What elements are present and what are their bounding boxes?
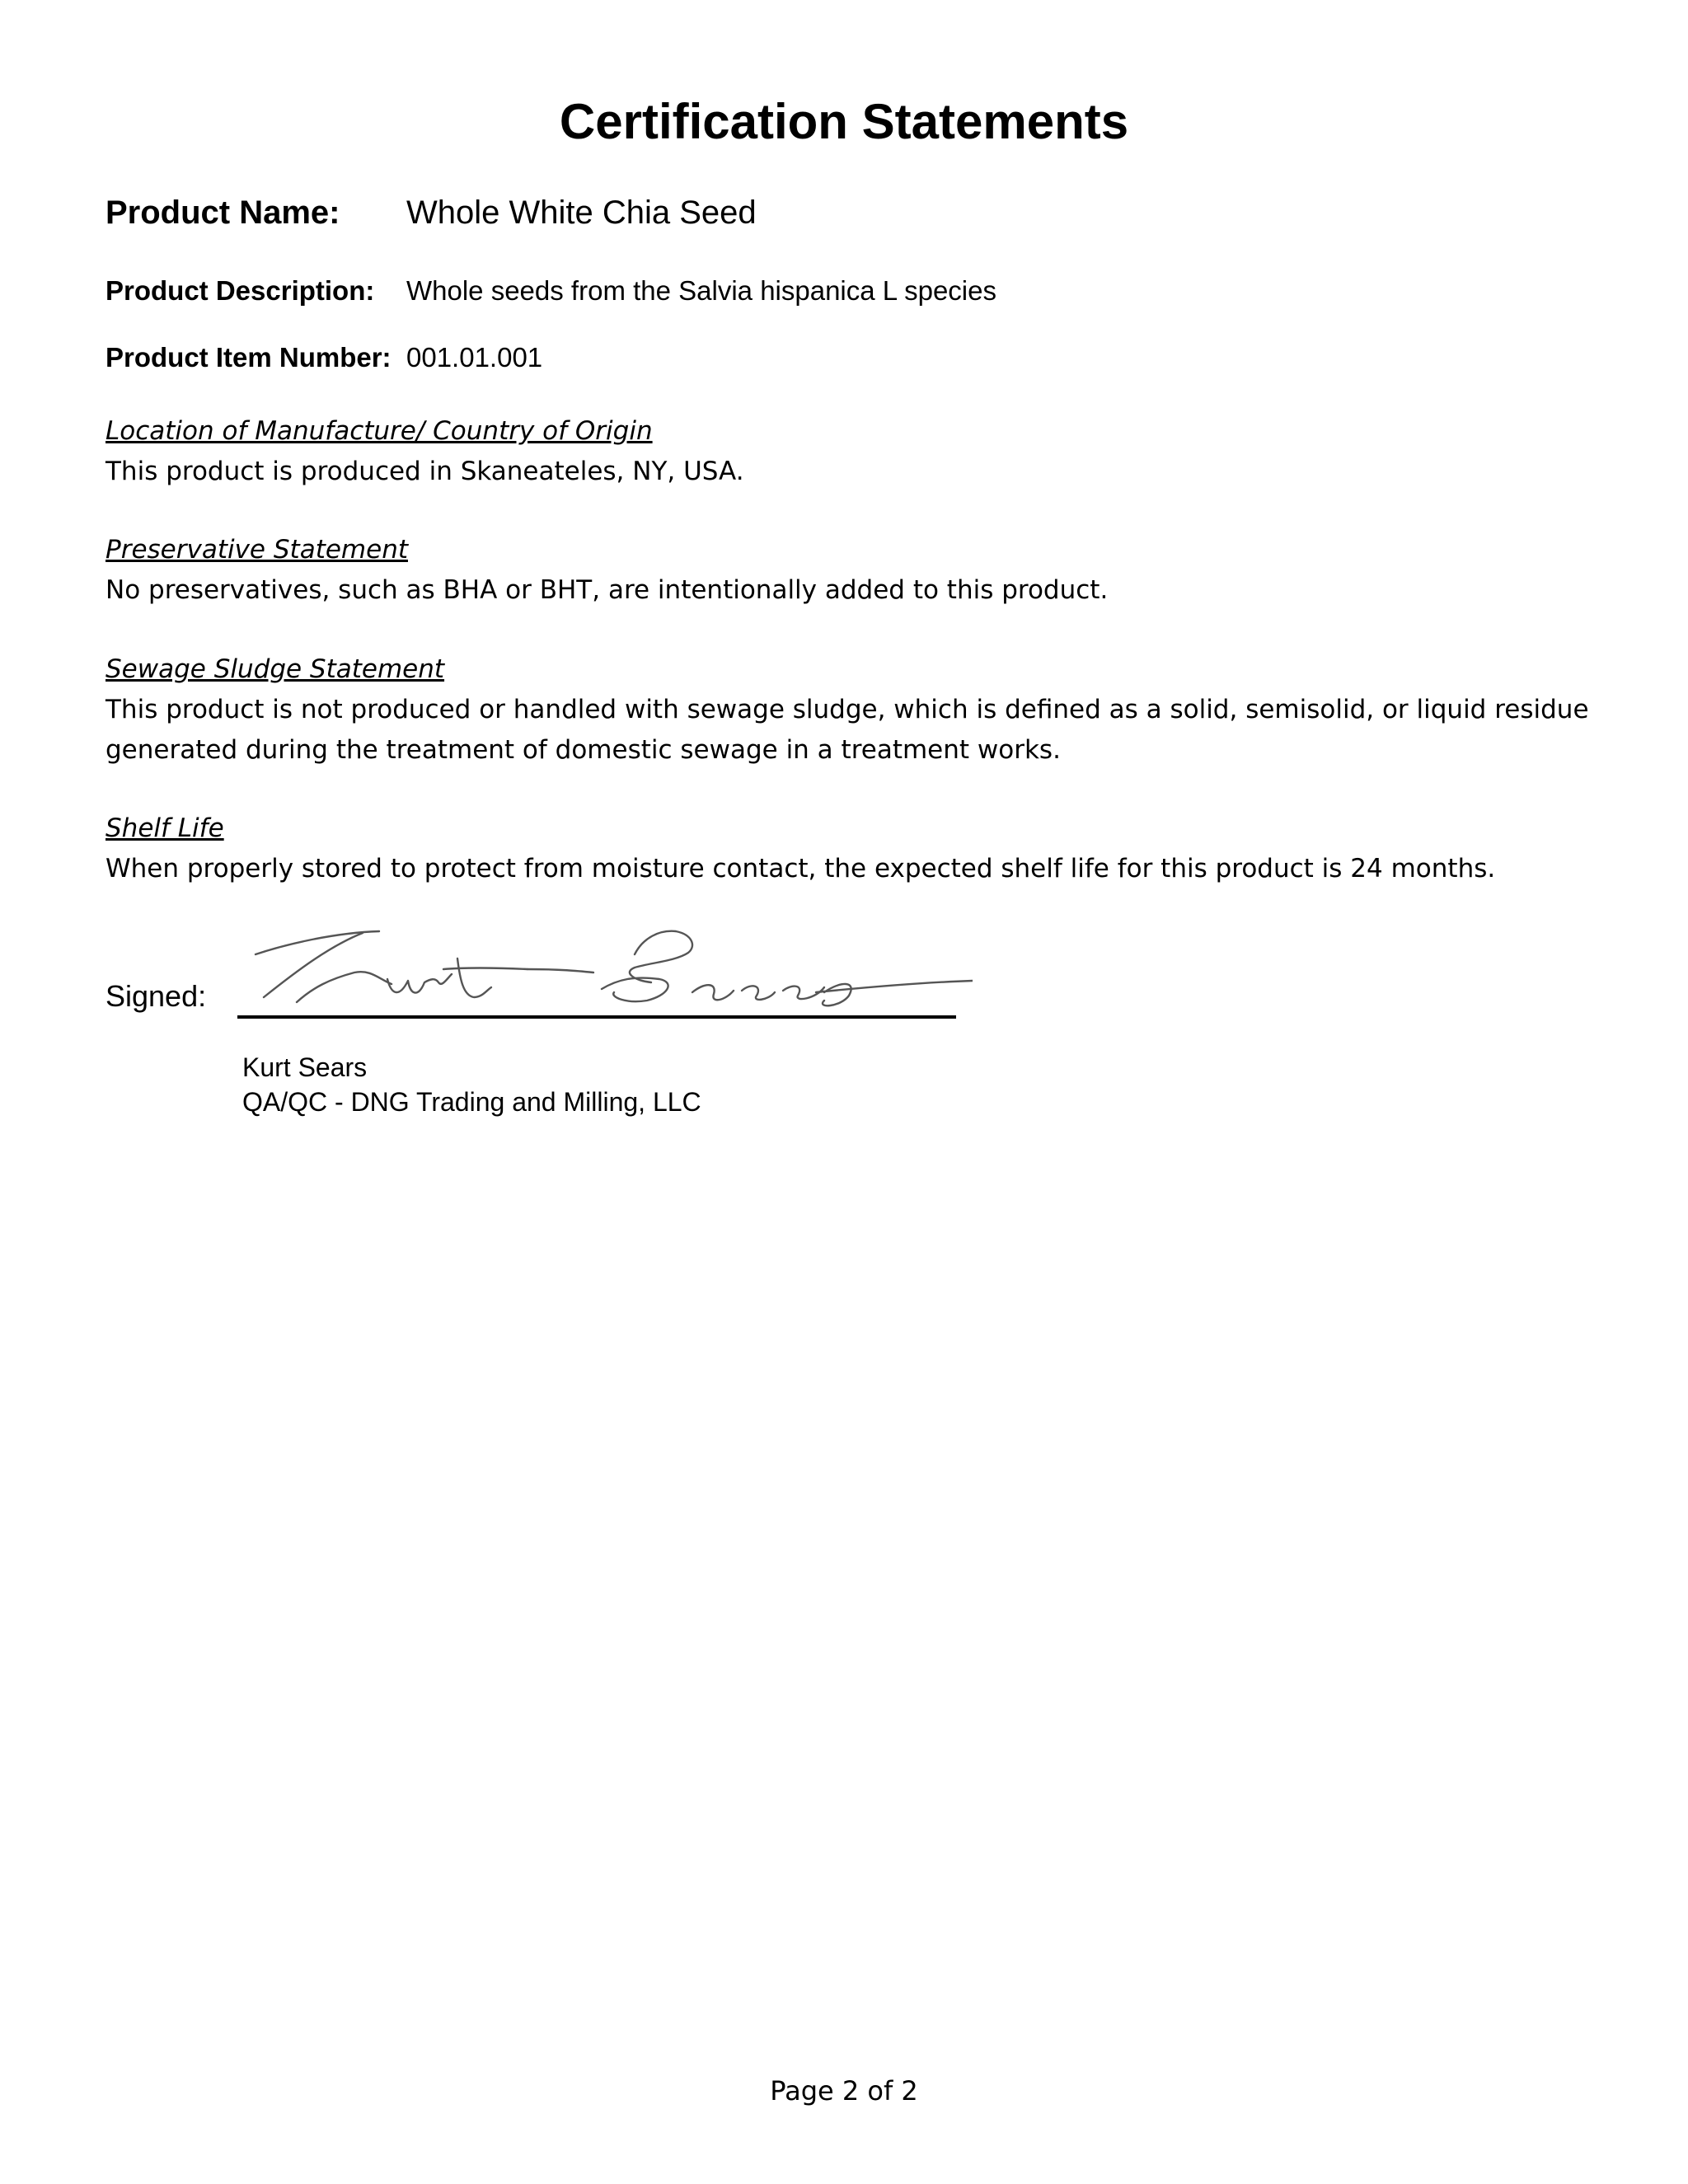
signed-label: Signed: (106, 979, 207, 1013)
shelf-life-section (106, 808, 1589, 889)
sewage-sludge-heading: Sewage Sludge Statement (106, 654, 445, 684)
signer-name: Kurt Sears (242, 1052, 368, 1082)
origin-section (106, 411, 1589, 492)
product-name-label: Product Name: (106, 194, 340, 231)
product-item-number-label: Product Item Number: (106, 342, 392, 373)
sewage-sludge-body: This product is not produced or handled with sewage sludge, which is defined as a solid, semisolid, or liquid residue generated during the treatment of domestic sewage in a treatment works. (106, 695, 1589, 765)
preservative-body: No preservatives, such as BHA or BHT, are intentionally added to this product. (106, 575, 1109, 605)
shelf-life-heading: Shelf Life (106, 813, 224, 843)
origin-heading: Location of Manufacture/ Country of Origin (106, 416, 653, 446)
signature-line (237, 1015, 956, 1019)
preservative-heading: Preservative Statement (106, 535, 408, 565)
origin-body: This product is produced in Skaneateles, NY, USA. (106, 457, 744, 486)
page-title: Certification Statements (559, 94, 1129, 149)
shelf-life-body: When properly stored to protect from moisture contact, the expected shelf life for this product is 24 months. (106, 854, 1496, 883)
product-description-label: Product Description: (106, 275, 375, 306)
signer-block (242, 1050, 701, 1119)
signer-title: QA/QC - DNG Trading and Milling, LLC (242, 1087, 701, 1117)
sewage-sludge-section (106, 649, 1589, 771)
preservative-section (106, 530, 1589, 611)
handwritten-signature (247, 921, 973, 1020)
product-name-value: Whole White Chia Seed (406, 194, 757, 231)
product-item-number-value: 001.01.001 (406, 342, 543, 373)
page-number: Page 2 of 2 (770, 2075, 918, 2107)
product-description-value: Whole seeds from the Salvia hispanica L species (406, 275, 996, 306)
